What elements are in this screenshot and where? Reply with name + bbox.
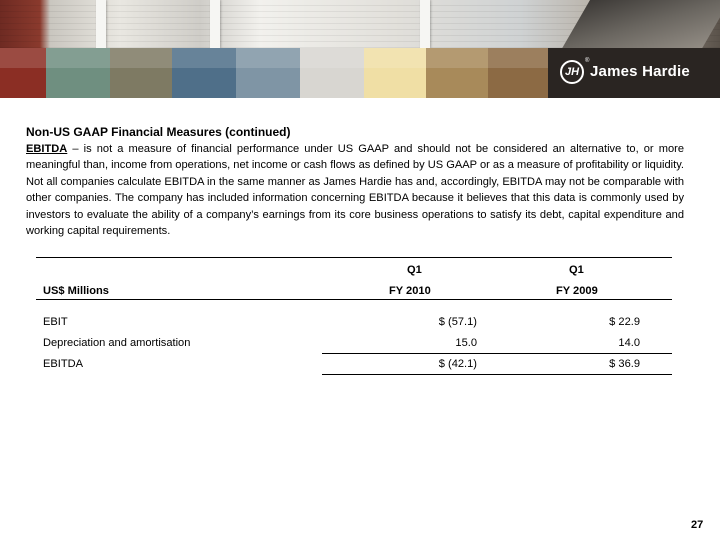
company-logo-text: James Hardie (590, 63, 690, 80)
registered-mark: ® (585, 58, 590, 64)
table-cell-value: 15.0 (455, 337, 477, 349)
table-cell-value: $ (57.1) (438, 316, 477, 328)
company-logo-mark: JH (560, 60, 584, 84)
column-subheader-fy2009: FY 2009 (556, 285, 598, 297)
column-header-q1-fy2010: Q1 (407, 264, 422, 276)
row-header-label: US$ Millions (43, 285, 109, 297)
ebitda-definition-text: – is not a measure of financial performance under US GAAP and should not be considered an alternative to, or more meaningful than, income from operations, net income or cash flows as defined by US GAAP or as a measure of profitability or liquidity. Not all companies calculate EBITDA in the same manner as James Hardie has and, accordingly, EBITDA may not be comparable with other companies. The company has included information concerning EBITDA because it believes that this data is commonly used by investors to evaluate the ability of a company’s earnings from its core business operations to satisfy its debt, capital expenditure and working capital requirements. (26, 143, 684, 238)
section-heading: Non-US GAAP Financial Measures (continued) (26, 125, 291, 139)
subtotal-rule (322, 353, 672, 354)
porch-post (210, 0, 220, 48)
table-cell-value: $ 36.9 (609, 358, 640, 370)
table-row-label: Depreciation and amortisation (43, 337, 191, 349)
table-header-rule (36, 299, 672, 300)
porch-post (420, 0, 430, 48)
table-bottom-rule (322, 374, 672, 375)
table-row-label: EBITDA (43, 358, 84, 370)
porch-post (96, 0, 106, 48)
ebitda-term: EBITDA (26, 143, 68, 155)
table-cell-value: 14.0 (618, 337, 640, 349)
header-banner (0, 0, 720, 98)
ebitda-definition-paragraph (26, 141, 684, 239)
column-subheader-fy2010: FY 2010 (389, 285, 431, 297)
table-cell-value: $ (42.1) (438, 358, 477, 370)
roof-shingles (562, 0, 720, 48)
table-top-rule (36, 257, 672, 258)
table-row-label: EBIT (43, 316, 68, 328)
page-number: 27 (691, 519, 704, 531)
column-header-q1-fy2009: Q1 (569, 264, 584, 276)
table-cell-value: $ 22.9 (609, 316, 640, 328)
